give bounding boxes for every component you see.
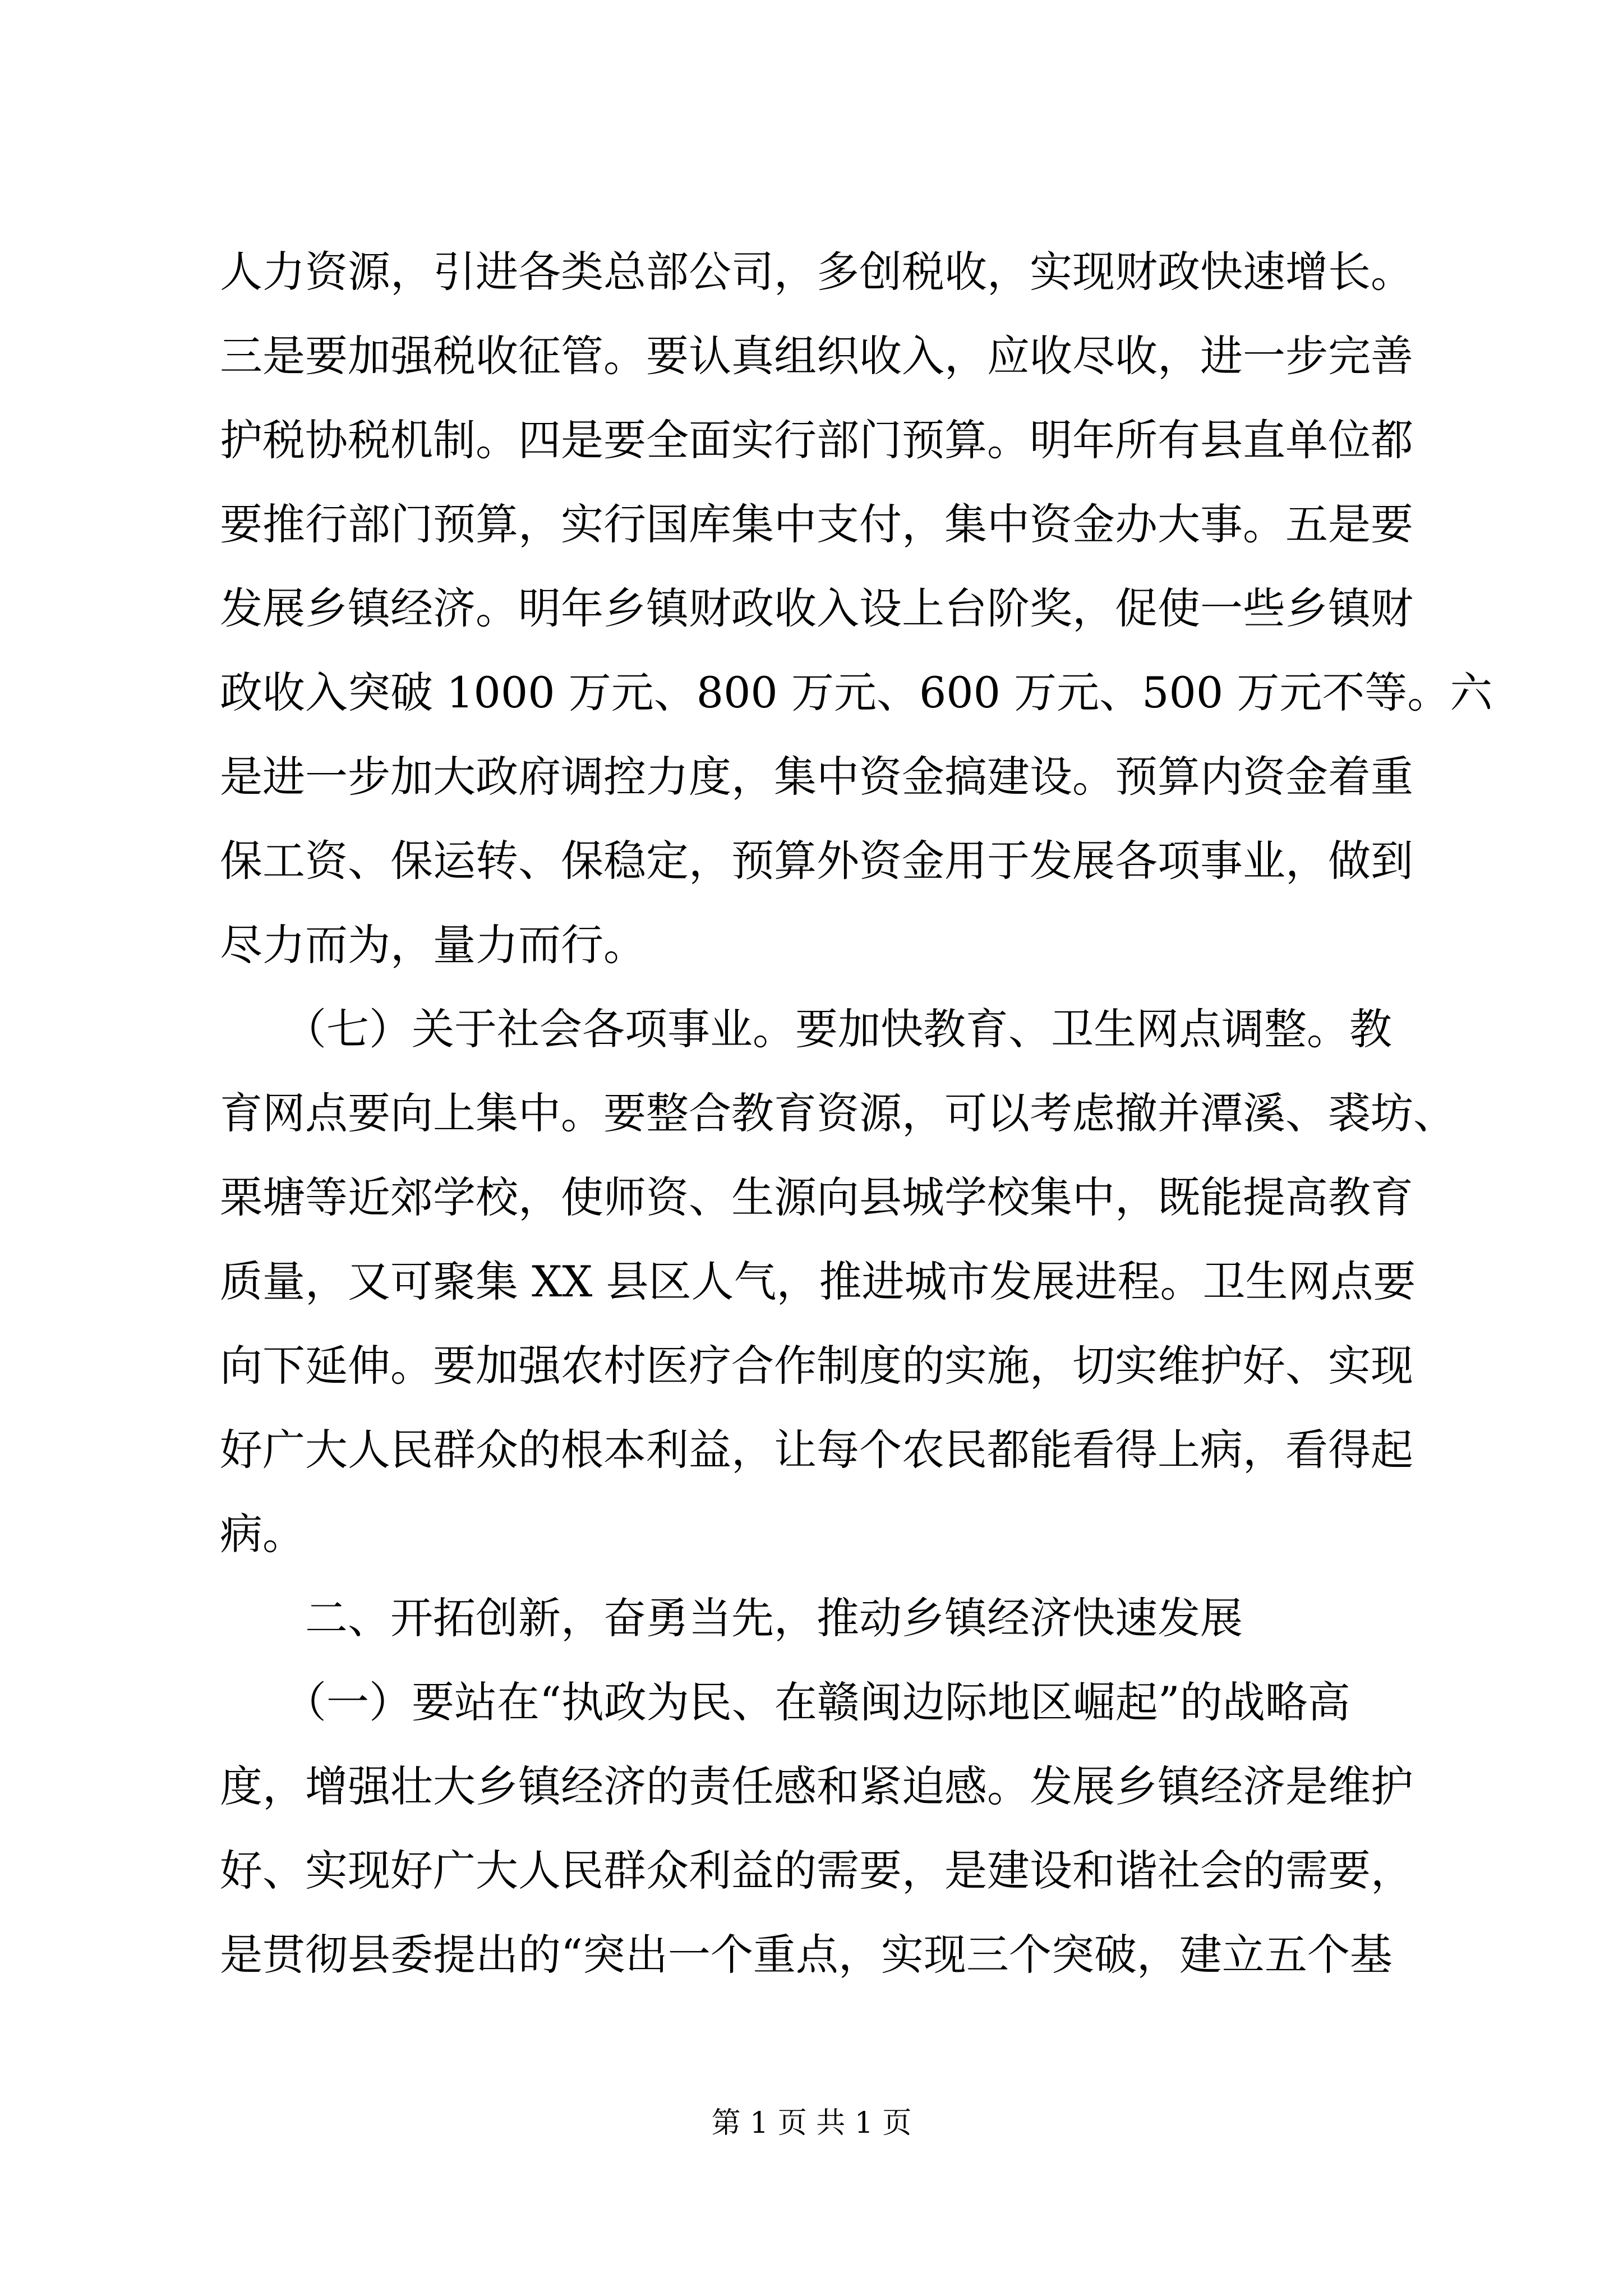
text-line: （一）要站在“执政为民、在赣闽边际地区崛起”的战略高 [220,1677,1350,1727]
text-line: 病。 [220,1509,305,1559]
text-line: 人力资源，引进各类总部公司，多创税收，实现财政快速增长。 [220,247,1413,297]
text-line: 质量，又可聚集 XX 县区人气，推进城市发展进程。卫生网点要 [220,1257,1416,1306]
document-body [220,230,1493,1997]
section-heading: 二、开拓创新，奋勇当先，推动乡镇经济快速发展 [220,1593,1243,1643]
text-line: 保工资、保运转、保稳定，预算外资金用于发展各项事业，做到 [220,836,1413,886]
text-line: 度，增强壮大乡镇经济的责任感和紧迫感。发展乡镇经济是维护 [220,1761,1413,1811]
page-number-footer: 第 1 页 共 1 页 [711,2106,912,2140]
text-line: 栗塘等近郊学校，使师资、生源向县城学校集中，既能提高教育 [220,1172,1413,1222]
text-line: 育网点要向上集中。要整合教育资源，可以考虑撤并潭溪、裘坊、 [220,1088,1456,1138]
text-line: 政收入突破 1000 万元、800 万元、600 万元、500 万元不等。六 [220,668,1493,717]
text-line: 发展乡镇经济。明年乡镇财政收入设上台阶奖，促使一些乡镇财 [220,583,1413,633]
text-line: 是进一步加大政府调控力度，集中资金搞建设。预算内资金着重 [220,752,1413,802]
text-line: 护税协税机制。四是要全面实行部门预算。明年所有县直单位都 [220,415,1413,465]
text-line: 好、实现好广大人民群众利益的需要，是建设和谐社会的需要， [220,1846,1413,1895]
text-line: 是贯彻县委提出的“突出一个重点，实现三个突破，建立五个基 [220,1930,1393,1980]
text-line: （七）关于社会各项事业。要加快教育、卫生网点调整。教 [220,1004,1392,1054]
text-line: 三是要加强税收征管。要认真组织收入，应收尽收，进一步完善 [220,331,1413,381]
text-line: 尽力而为，量力而行。 [220,920,646,970]
text-line: 好广大人民群众的根本利益，让每个农民都能看得上病，看得起 [220,1425,1413,1475]
text-line: 向下延伸。要加强农村医疗合作制度的实施，切实维护好、实现 [220,1341,1413,1391]
text-line: 要推行部门预算，实行国库集中支付，集中资金办大事。五是要 [220,499,1413,549]
